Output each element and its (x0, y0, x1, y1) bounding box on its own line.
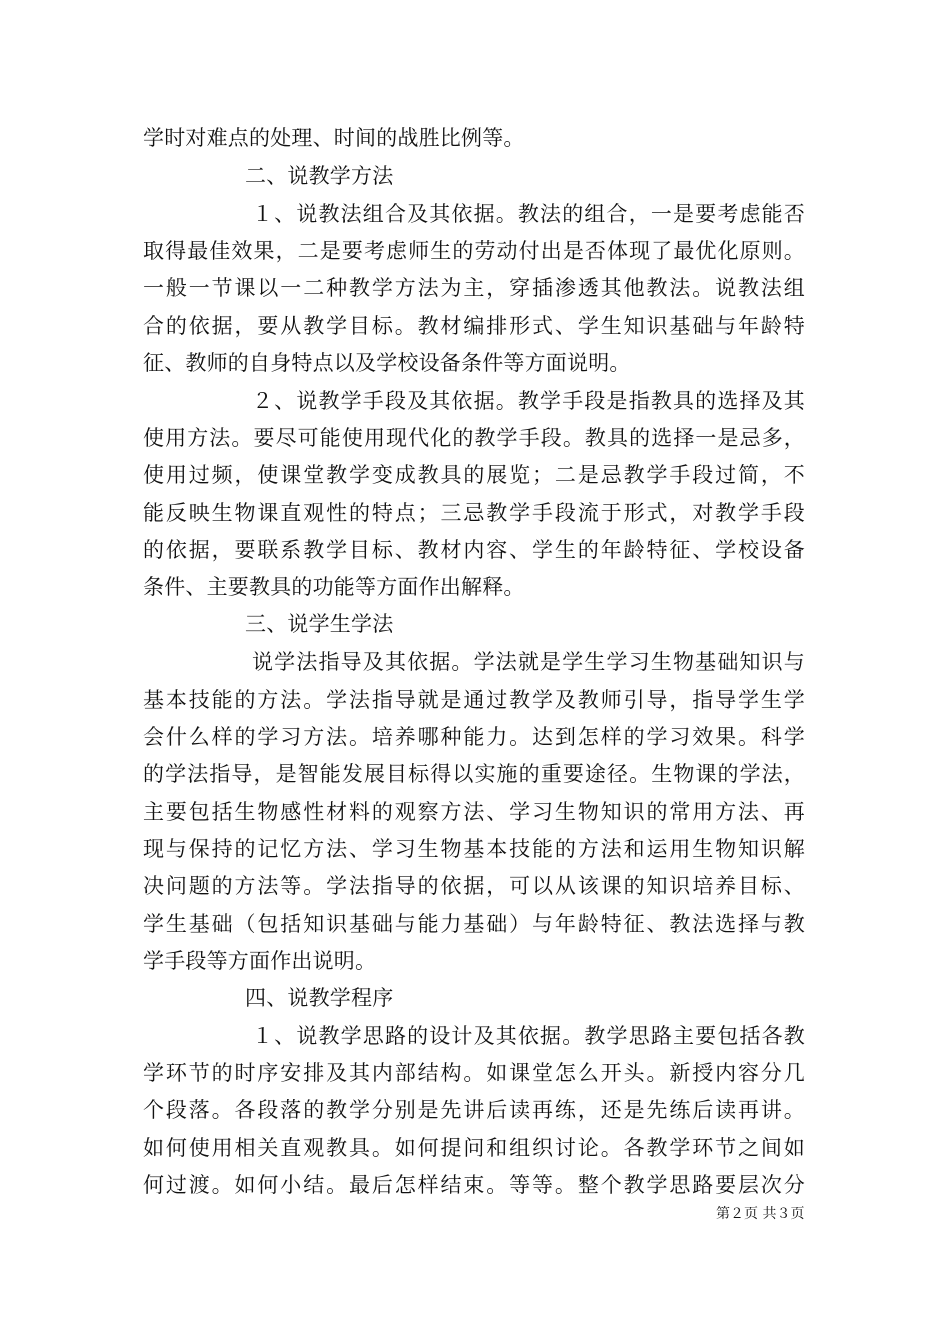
text-line: 何过渡。如何小结。最后怎样结束。等等。整个教学思路要层次分 (143, 1173, 805, 1197)
text-line: 现与保持的记忆方法、学习生物基本技能的方法和运用生物知识解 (143, 837, 805, 861)
text-line: 决问题的方法等。学法指导的依据，可以从该课的知识培养目标、 (143, 874, 805, 898)
paragraph-first-line: １、说教法组合及其依据。教法的组合，一是要考虑能否 (252, 202, 805, 226)
section-heading: 二、说教学方法 (245, 164, 394, 188)
text-line: 学环节的时序安排及其内部结构。如课堂怎么开头。新授内容分几 (143, 1061, 805, 1085)
text-line: 个段落。各段落的教学分别是先讲后读再练，还是先练后读再讲。 (143, 1098, 805, 1122)
page-number-footer: 第２页 共３页 (716, 1206, 805, 1222)
text-line: 学生基础（包括知识基础与能力基础）与年龄特征、教法选择与教 (143, 912, 805, 936)
section-heading: 四、说教学程序 (245, 986, 394, 1010)
text-line: 基本技能的方法。学法指导就是通过教学及教师引导，指导学生学 (143, 688, 805, 712)
text-line: 合的依据，要从教学目标。教材编排形式、学生知识基础与年龄特 (143, 314, 805, 338)
text-line: 条件、主要教具的功能等方面作出解释。 (143, 575, 525, 599)
text-line: 取得最佳效果，二是要考虑师生的劳动付出是否体现了最优化原则。 (143, 239, 805, 263)
text-line: 使用过频，使课堂教学变成教具的展览；二是忌教学手段过简，不 (143, 463, 805, 487)
paragraph-first-line: 说学法指导及其依据。学法就是学生学习生物基础知识与 (252, 650, 805, 674)
text-line: 主要包括生物感性材料的观察方法、学习生物知识的常用方法、再 (143, 800, 805, 824)
text-line: 学时对难点的处理、时间的战胜比例等。 (143, 126, 525, 150)
text-line: 征、教师的自身特点以及学校设备条件等方面说明。 (143, 351, 631, 375)
text-line: 能反映生物课直观性的特点；三忌教学手段流于形式，对教学手段 (143, 501, 805, 525)
text-line: 的学法指导，是智能发展目标得以实施的重要途径。生物课的学法， (143, 762, 805, 786)
text-line: 会什么样的学习方法。培养哪种能力。达到怎样的学习效果。科学 (143, 725, 805, 749)
text-line: 一般一节课以一二种教学方法为主，穿插渗透其他教法。说教法组 (143, 276, 805, 300)
paragraph-first-line: ２、说教学手段及其依据。教学手段是指教具的选择及其 (252, 389, 805, 413)
text-line: 学手段等方面作出说明。 (143, 949, 377, 973)
paragraph-first-line: １、说教学思路的设计及其依据。教学思路主要包括各教 (252, 1024, 805, 1048)
text-line: 使用方法。要尽可能使用现代化的教学手段。教具的选择一是忌多， (143, 426, 805, 450)
section-heading: 三、说学生学法 (245, 612, 394, 636)
text-line: 的依据，要联系教学目标、教材内容、学生的年龄特征、学校设备 (143, 538, 805, 562)
text-line: 如何使用相关直观教具。如何提问和组织讨论。各教学环节之间如 (143, 1136, 805, 1160)
